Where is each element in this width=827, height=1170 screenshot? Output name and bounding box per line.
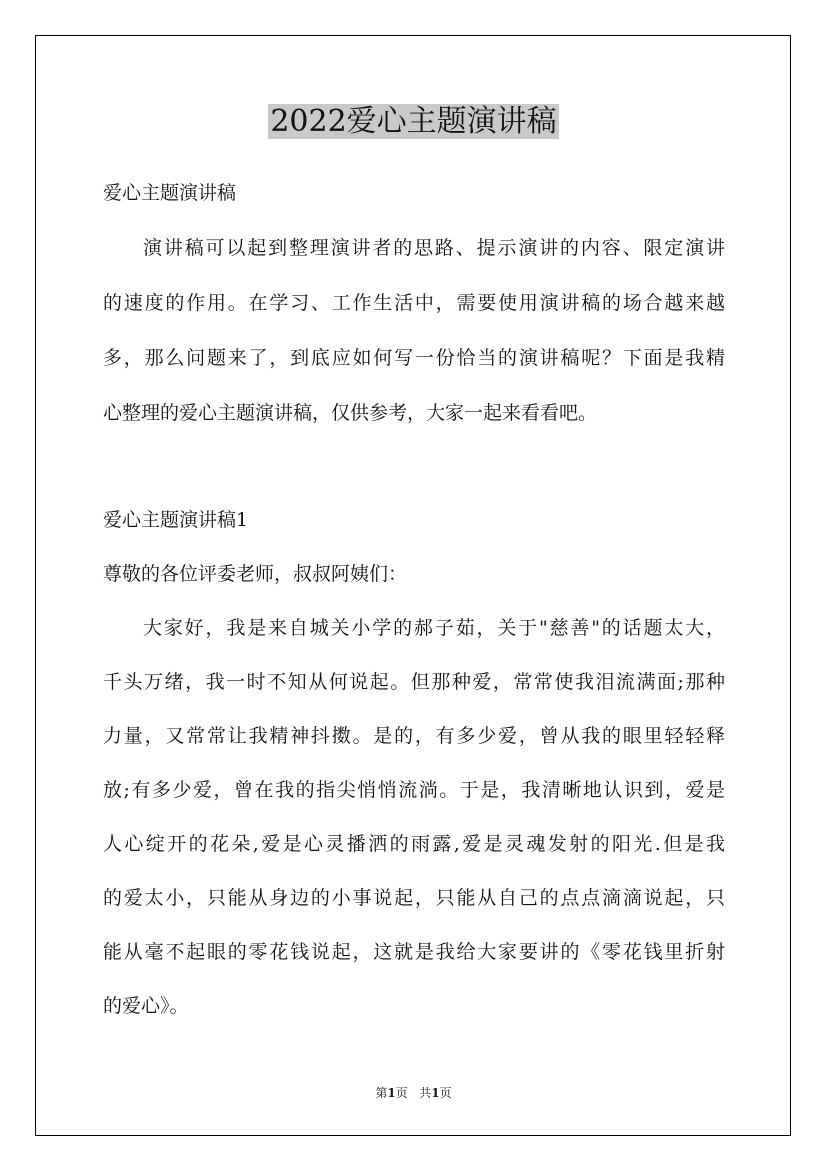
body-line-8: 的爱心》。	[103, 995, 189, 1017]
salutation: 尊敬的各位评委老师，叔叔阿姨们：	[103, 563, 408, 585]
footer-page-prefix: 第	[375, 1086, 388, 1100]
body-line-5: 人心绽开的花朵,爱是心灵播洒的雨露,爱是灵魂发射的阳光.但是我	[103, 833, 725, 855]
body-line-1: 大家好，我是来自城关小学的郝子茹，关于"慈善"的话题太大，	[143, 617, 725, 639]
footer-page-number: 1	[387, 1086, 396, 1100]
footer-total-prefix: 共	[419, 1086, 432, 1100]
body-line-6: 的爱太小，只能从身边的小事说起，只能从自己的点点滴滴说起，只	[103, 887, 725, 909]
footer-total-number: 1	[431, 1086, 440, 1100]
subtitle: 爱心主题演讲稿	[103, 182, 237, 204]
intro-line-2: 的速度的作用。在学习、工作生活中，需要使用演讲稿的场合越来越	[103, 292, 725, 314]
document-title	[0, 102, 827, 142]
body-line-3: 力量，又常常让我精神抖擞。是的，有多少爱，曾从我的眼里轻轻释	[103, 725, 725, 747]
page-footer	[0, 1085, 827, 1101]
body-line-2: 千头万绪，我一时不知从何说起。但那种爱，常常使我泪流满面;那种	[103, 671, 725, 693]
footer-total-suffix: 页	[439, 1086, 452, 1100]
intro-line-3: 多，那么问题来了，到底应如何写一份恰当的演讲稿呢？下面是我精	[103, 347, 725, 369]
intro-line-4: 心整理的爱心主题演讲稿，仅供参考，大家一起来看看吧。	[103, 402, 598, 424]
title-text: 2022爱心主题演讲稿	[270, 104, 557, 139]
footer-page-suffix: 页	[395, 1086, 408, 1100]
section-heading: 爱心主题演讲稿1	[103, 509, 249, 531]
body-line-4: 放;有多少爱，曾在我的指尖悄悄流淌。于是，我清晰地认识到，爱是	[103, 779, 725, 801]
intro-line-1: 演讲稿可以起到整理演讲者的思路、提示演讲的内容、限定演讲	[143, 237, 725, 259]
body-line-7: 能从毫不起眼的零花钱说起，这就是我给大家要讲的《零花钱里折射	[103, 941, 725, 963]
